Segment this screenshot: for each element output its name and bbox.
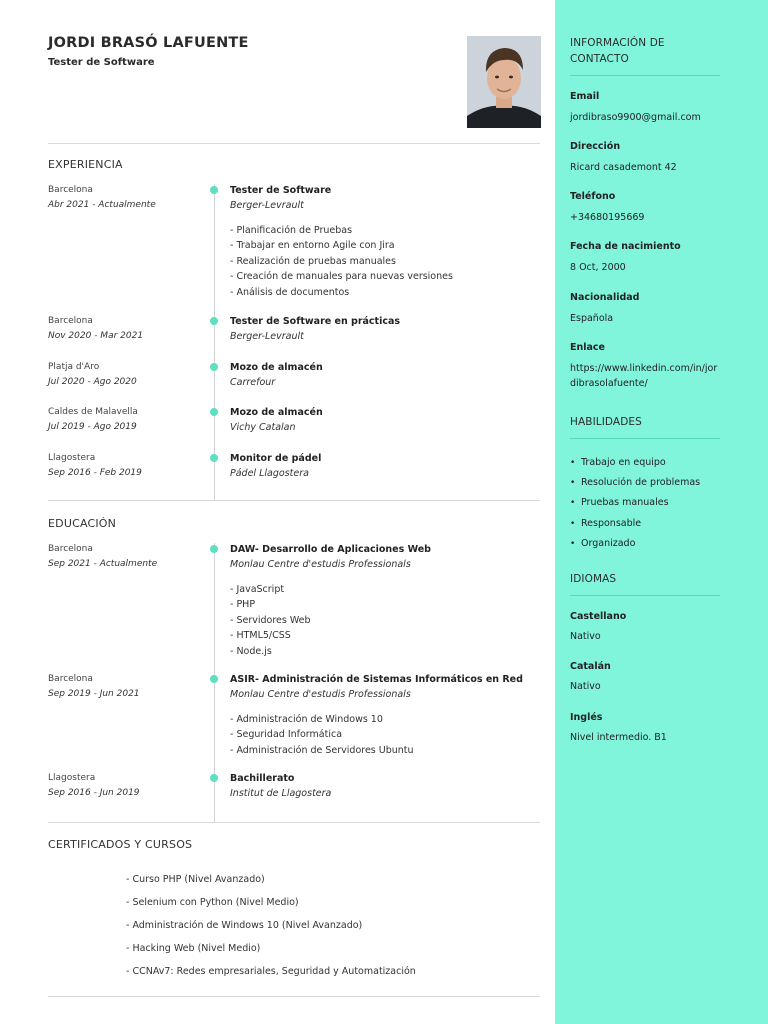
timeline-dot [210,545,218,553]
entry-company: Monlau Centre d'estudis Professionals [230,689,411,700]
skill-item: • Trabajo en equipo [570,453,700,473]
bullet-item: - Realización de pruebas manuales [230,255,396,267]
bullet-item: - HTML5/CSS [230,630,291,642]
bullet-item: - Planificación de Pruebas [230,225,353,236]
entry-title: Tester de Software en prácticas [230,316,401,327]
entry-dates: Sep 2021 - Actualmente [48,559,158,569]
skills-list [570,453,700,554]
bullet-item: - Análisis de documentos [230,286,350,298]
entry-title: ASIR- Administración de Sistemas Informáticos en Red [230,674,523,685]
entry-company: Vichy Catalan [230,422,296,433]
experience-title: EXPERIENCIA [48,158,123,171]
entry-dates: Jul 2019 - Ago 2019 [48,422,137,432]
bullet-item: - Node.js [230,645,272,657]
entry-dates: Sep 2016 - Feb 2019 [48,468,142,478]
entry-location: Barcelona [48,316,93,326]
sidebar-divider [570,438,720,439]
entry-dates: Jul 2020 - Ago 2020 [48,377,137,387]
entry-location: Llagostera [48,453,96,463]
bullet-item: - JavaScript [230,584,285,595]
bullet-item: - Creación de manuales para nuevas versiones [230,271,453,283]
language-level: Nivel intermedio. B1 [570,732,667,743]
entry-dates: Sep 2019 - Jun 2021 [48,689,140,699]
link-label: Enlace [570,342,605,353]
language-label: Inglés [570,712,603,723]
language-level: Nativo [570,631,601,642]
entry-dates: Nov 2020 - Mar 2021 [48,331,144,341]
entry-bullets [230,223,453,300]
entry-location: Barcelona [48,544,93,554]
skill-item: • Responsable [570,514,700,534]
entry-company: Berger-Levrault [230,331,304,342]
email-value[interactable]: jordibraso9900@gmail.com [570,112,701,123]
certificate-item: - Selenium con Python (Nivel Medio) [126,897,299,908]
entry-location: Caldes de Malavella [48,407,138,417]
profile-photo-image [467,36,541,128]
entry-title: Mozo de almacén [230,407,323,418]
language-label: Castellano [570,611,627,622]
address-value: Ricard casademont 42 [570,162,677,173]
entry-company: Carrefour [230,377,276,388]
entry-title: DAW- Desarrollo de Aplicaciones Web [230,544,431,555]
profile-photo [467,36,541,128]
certificates-title: CERTIFICADOS Y CURSOS [48,838,193,851]
certificate-item: - CCNAv7: Redes empresariales, Seguridad y Automatización [126,966,416,977]
entry-dates: Sep 2016 - Jun 2019 [48,788,140,798]
language-level: Nativo [570,681,601,692]
entry-company: Pádel Llagostera [230,468,309,479]
entry-company: Berger-Levrault [230,200,304,211]
skills-title: HABILIDADES [570,416,642,428]
nationality-value: Española [570,313,614,324]
entry-location: Barcelona [48,185,93,195]
entry-location: Llagostera [48,773,96,783]
entry-bullets [230,712,414,758]
timeline-dot [210,363,218,371]
divider [48,143,540,144]
entry-bullets [230,582,311,659]
sidebar-divider [570,595,720,596]
birthdate-label: Fecha de nacimiento [570,241,681,252]
divider [48,500,540,501]
entry-location: Platja d'Aro [48,362,100,372]
languages-title: IDIOMAS [570,573,617,585]
phone-label: Teléfono [570,191,616,202]
bullet-item: - Seguridad Informática [230,729,343,741]
entry-dates: Abr 2021 - Actualmente [48,200,156,210]
candidate-name: JORDI BRASÓ LAFUENTE [48,35,249,51]
entry-title: Tester de Software [230,185,332,196]
entry-title: Mozo de almacén [230,362,323,373]
bullet-item: - PHP [230,599,256,611]
certificate-item: - Administración de Windows 10 (Nivel Avanzado) [126,920,363,931]
phone-value[interactable]: +34680195669 [570,212,645,223]
entry-title: Monitor de pádel [230,453,322,464]
entry-title: Bachillerato [230,773,295,784]
timeline-dot [210,317,218,325]
timeline-dot [210,408,218,416]
entry-company: Institut de Llagostera [230,788,332,799]
certificate-item: - Hacking Web (Nivel Medio) [126,943,261,954]
divider [48,996,540,997]
entry-location: Barcelona [48,674,93,684]
linkedin-link[interactable]: https://www.linkedin.com/in/jordibrasolafuente/ [570,363,718,389]
candidate-role: Tester de Software [48,57,155,68]
timeline-dot [210,774,218,782]
skill-item: • Organizado [570,534,700,554]
timeline-dot [210,454,218,462]
timeline-dot [210,186,218,194]
skill-item: • Pruebas manuales [570,493,700,513]
bullet-item: - Servidores Web [230,614,311,626]
language-label: Catalán [570,661,611,672]
nationality-label: Nacionalidad [570,292,640,303]
bullet-item: - Trabajar en entorno Agile con Jira [230,240,395,252]
birthdate-value: 8 Oct, 2000 [570,262,626,273]
experience-timeline [214,184,215,500]
email-label: Email [570,91,600,102]
sidebar-divider [570,75,720,76]
address-label: Dirección [570,141,621,152]
contact-title: INFORMACIÓN DE CONTACTO [570,37,665,65]
certificates-list [126,868,416,983]
timeline-dot [210,675,218,683]
bullet-item: - Administración de Windows 10 [230,714,383,725]
education-title: EDUCACIÓN [48,517,117,530]
bullet-item: - Administración de Servidores Ubuntu [230,744,414,756]
entry-company: Monlau Centre d'estudis Professionals [230,559,411,570]
skill-item: • Resolución de problemas [570,473,700,493]
divider [48,822,540,823]
certificate-item: - Curso PHP (Nivel Avanzado) [126,874,265,885]
